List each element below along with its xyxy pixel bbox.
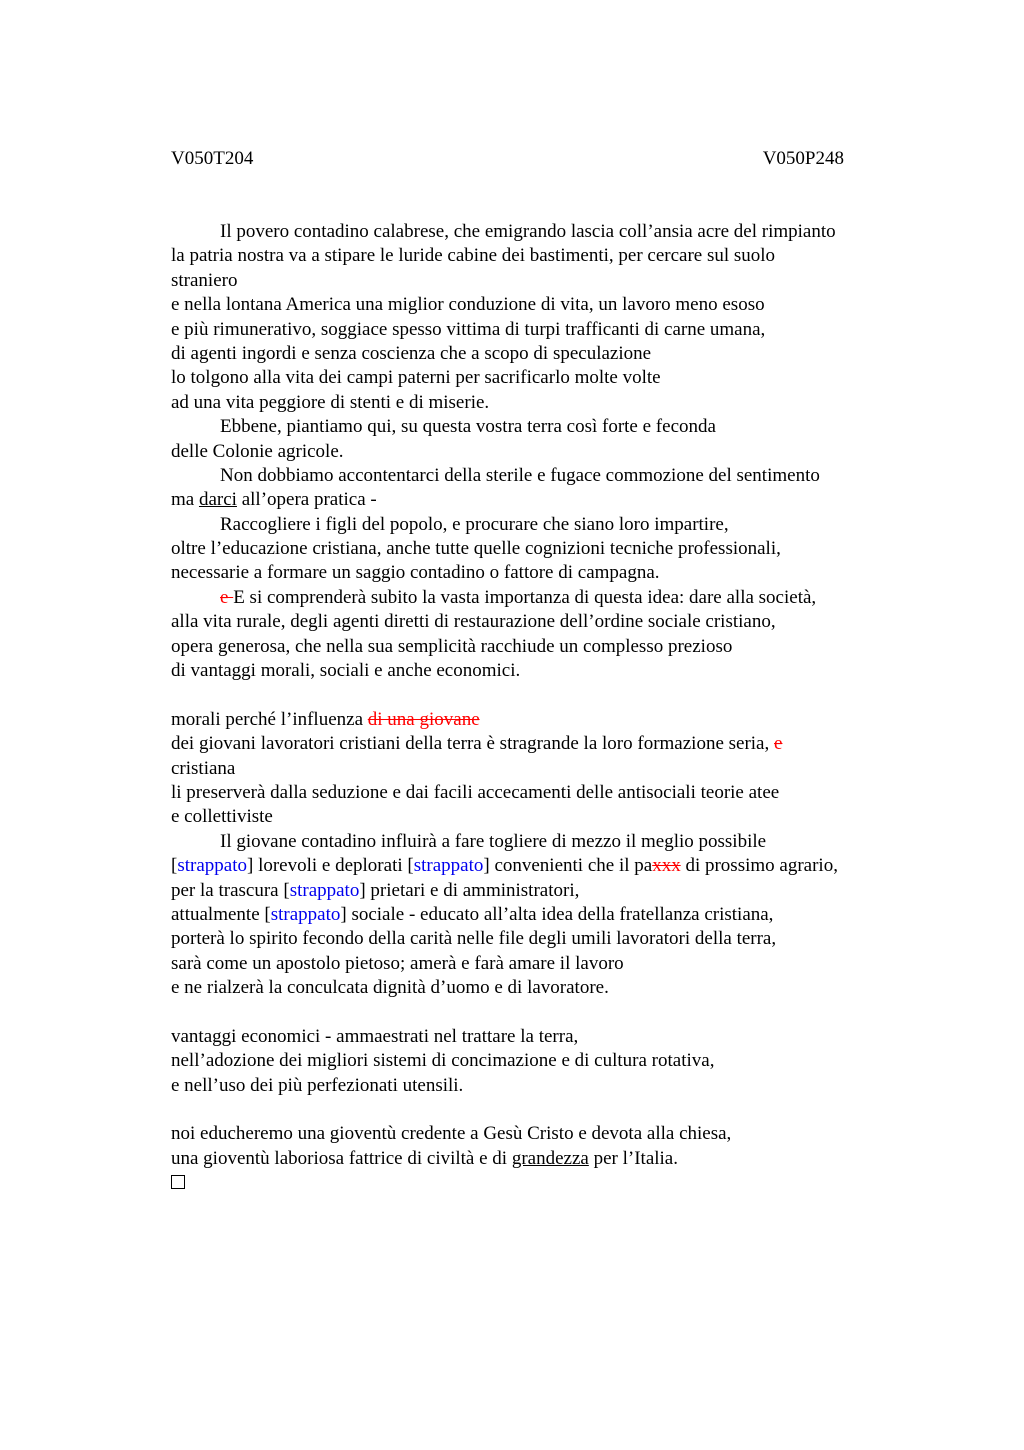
paragraph-8-line-3: e nell’uso dei più perfezionati utensili. — [171, 1074, 464, 1096]
text-run: sociale - educato all’alta idea della fratellanza cristiana, — [351, 903, 774, 925]
end-marker-line — [171, 1171, 911, 1195]
paragraph-6-line-3: cristiana — [171, 757, 236, 779]
deleted-text: e — [774, 733, 783, 755]
paragraph-1-line-3: straniero — [171, 269, 238, 291]
paragraph-3-line-1: Non dobbiamo accontentarci della sterile e fugace commozione del sentimento — [220, 464, 820, 486]
paragraph-5-line-2: alla vita rurale, degli agenti diretti di restaurazione dell’ordine sociale cristiano, — [171, 611, 776, 633]
underlined-word: darci — [198, 489, 237, 511]
text-run: per la trascura — [171, 879, 284, 901]
paragraph-1-line-2: la patria nostra va a stipare le luride cabine dei bastimenti, per cercare sul suolo — [171, 245, 776, 267]
paragraph-9-line-1: noi educheremo una gioventù credente a Gesù Cristo e devota alla chiesa, — [171, 1123, 732, 1145]
paragraph-2-line-1: Ebbene, piantiamo qui, su questa vostra terra così forte e feconda — [220, 416, 716, 438]
text-run: ma — [171, 489, 199, 511]
paragraph-5-line-1 — [171, 586, 911, 610]
paragraph-4-line-1: Raccogliere i figli del popolo, e procurare che siano loro impartire, — [220, 513, 729, 535]
paragraph-8-line-2: nell’adozione dei migliori sistemi di concimazione e di cultura rotativa, — [171, 1050, 715, 1072]
page-header — [171, 147, 844, 171]
text-run: una gioventù laboriosa fattrice di civiltà e di — [171, 1147, 512, 1169]
blank-line — [171, 1001, 911, 1025]
paragraph-6-line-1 — [171, 708, 911, 732]
text-run: morali perché l’influenza — [171, 708, 368, 730]
paragraph-7-line-3: per la trascura [strappato] prietari e di amministratori, — [171, 879, 580, 901]
text-run: di prossimo agrario, — [680, 855, 838, 877]
transcription-body — [171, 220, 911, 1196]
text-run: dei giovani lavoratori cristiani della terra è stragrande la loro formazione seria, — [171, 733, 774, 755]
text-run: per l’Italia. — [588, 1147, 678, 1169]
paragraph-1-line-4: e nella lontana America una miglior conduzione di vita, un lavoro meno esoso — [171, 294, 765, 316]
text-run: all’opera pratica - — [236, 489, 377, 511]
editorial-tag: strappato — [270, 903, 341, 925]
paragraph-6-line-5: e collettiviste — [171, 806, 273, 828]
text-run: prietari e di amministratori, — [370, 879, 580, 901]
page-id: V050P248 — [762, 148, 844, 169]
editorial-tag: strappato — [413, 855, 484, 877]
deleted-text: e — [220, 586, 234, 608]
deleted-text: xxx — [652, 855, 681, 877]
paragraph-6-line-2 — [171, 732, 911, 756]
text-run: attualmente — [171, 903, 265, 925]
paragraph-7-line-4: attualmente [strappato] sociale - educato all’alta idea della fratellanza cristiana, — [171, 903, 774, 925]
paragraph-2-line-2: delle Colonie agricole. — [171, 440, 344, 462]
paragraph-7-line-7: e ne rialzerà la conculcata dignità d’uomo e di lavoratore. — [171, 977, 609, 999]
paragraph-3-line-2 — [171, 488, 911, 512]
deleted-text: di una giovane — [367, 708, 480, 730]
paragraph-4-line-3: necessarie a formare un saggio contadino o fattore di campagna. — [171, 562, 660, 584]
paragraph-7-line-6: sarà come un apostolo pietoso; amerà e farà amare il lavoro — [171, 952, 624, 974]
paragraph-7-line-5: porterà lo spirito fecondo della carità nelle file degli umili lavoratori della terra, — [171, 928, 777, 950]
paragraph-1-line-7: lo tolgono alla vita dei campi paterni per sacrificarlo molte volte — [171, 367, 661, 389]
end-box-icon — [171, 1175, 185, 1189]
paragraph-9-line-2 — [171, 1147, 911, 1171]
text-run: convenienti che il pa — [494, 855, 653, 877]
paragraph-1-line-6: di agenti ingordi e senza coscienza che a scopo di speculazione — [171, 342, 652, 364]
text-run: E si comprenderà subito la vasta importanza di questa idea: dare alla società, — [233, 586, 817, 608]
paragraph-1-line-8: ad una vita peggiore di stenti e di miserie. — [171, 391, 490, 413]
editorial-tag: strappato — [289, 879, 360, 901]
blank-line — [171, 683, 911, 707]
paragraph-1-line-1: Il povero contadino calabrese, che emigrando lascia coll’ansia acre del rimpianto — [220, 221, 836, 242]
paragraph-7-line-2: [strappato] lorevoli e deplorati [strappato] convenienti che il paxxx di prossimo agrario, — [171, 855, 838, 877]
paragraph-5-line-4: di vantaggi morali, sociali e anche economici. — [171, 660, 521, 682]
paragraph-1-line-5: e più rimunerativo, soggiace spesso vittima di turpi trafficanti di carne umana, — [171, 318, 766, 340]
paragraph-7-line-1: Il giovane contadino influirà a fare togliere di mezzo il meglio possibile — [220, 830, 767, 852]
paragraph-4-line-2: oltre l’educazione cristiana, anche tutte quelle cognizioni tecniche professionali, — [171, 538, 781, 560]
paragraph-5-line-3: opera generosa, che nella sua semplicità racchiude un complesso prezioso — [171, 635, 733, 657]
text-run: lorevoli e deplorati — [258, 855, 408, 877]
underlined-word: grandezza — [511, 1147, 589, 1169]
paragraph-6-line-4: li preserverà dalla seduzione e dai facili accecamenti delle antisociali teorie atee — [171, 781, 780, 803]
paragraph-8-line-1: vantaggi economici - ammaestrati nel trattare la terra, — [171, 1025, 579, 1047]
blank-line — [171, 1098, 911, 1122]
editorial-tag: strappato — [177, 855, 247, 877]
text-id: V050T204 — [171, 148, 254, 169]
